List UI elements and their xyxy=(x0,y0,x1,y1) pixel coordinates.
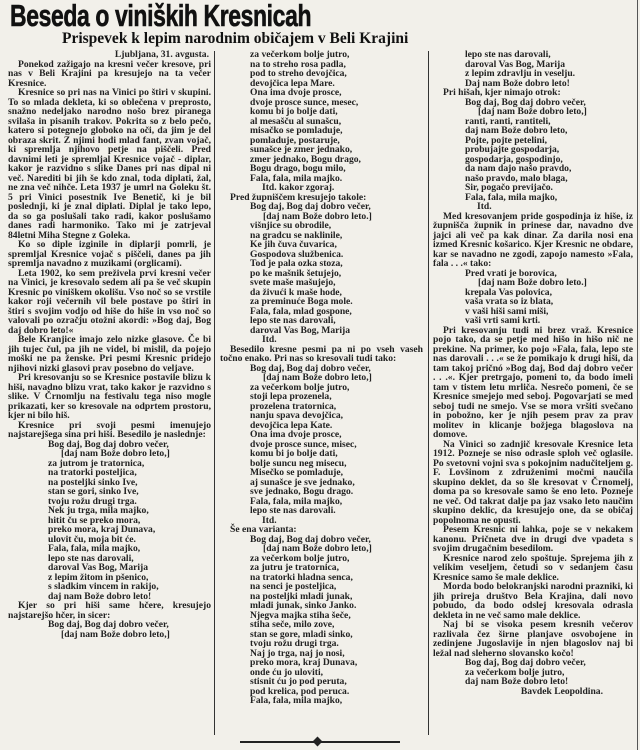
verse-line: na posteljki sinko Ive, xyxy=(48,476,138,488)
verse-line: daroval Vas Bog, Marija xyxy=(465,58,566,70)
verse-line: sunašce je zmer jednako, xyxy=(250,144,353,155)
paragraph: Na Vinici so zadnjič kresovale Kresnice leta 1912. Pozneje se niso odrasle sploh več oglasile. Po svetovni vojni sva s pokojnim nadučiteljem g. F. Lovšinom z združenimi močmi naučila skupino deklet, da so šle kresovat v Črnomelj, doma pa so kresovale samo še eno leto. Pozneje ne več. Od takrat dalje pa jaz vsako leto naučim skupino deklic, da kresujejo one, da se običaj popolnoma ne opusti. xyxy=(433,438,633,526)
verse-line: na tratorki hladna senca, xyxy=(250,571,353,583)
verse-line: krepala Vas polovica, xyxy=(465,286,552,298)
paragraph: Pred župniščem kresujejo takole: xyxy=(230,191,367,203)
verse-line: stan se gore, mladi sinko, xyxy=(250,628,353,640)
verse-line: preko mora, kraj Dunava, xyxy=(250,657,358,668)
paragraph: Pesem Kresnic ni lahka, poje se v nekakem kanonu. Pričneta dve in drugi dve vpadeta s svojim drugačnim besedilom. xyxy=(433,524,633,554)
paragraph: Kresnice so pri nas na Vinici po štiri v skupini. To so mlada dekleta, ki so oblečena v preprosto, snažno nedeljako narodno nošo brez piranega svilaša in pisanih trakov. Pokrita so z belo pečo, katero si potegnejo globoko na oči, da jim je del obraza skrit. Z njimi hodi mlad fant, zvan vojač, ki spremlja njihovo petje na piščeli. Pred davnimi leti je spremljal Kresnice vojač - diplar, kakor je razvidno s slike Danes pri nas dipal ni več. Narediti bi jih še kdo znal, toda diplati, žal, ne zna več nihče. Leta 1937 je umrl na Goleku št. 5 pri Vinici posestnik Ive Benetič, ki je bil poslednji, ki je znal diplati. Diplal je tako lepo, da so ga poslušali tako radi, kakor poslušamo danes radi harmoniko. Tako mi je zatrjeval 84letni Miha Stegne z Goleka. xyxy=(8,87,211,241)
verse-line: z lepim žitom in pšenico, xyxy=(48,571,149,583)
verse-line: Bog daj, Bog daj dobro večer, xyxy=(250,362,371,374)
verse-line: gospodarja, gospodinjo, xyxy=(465,153,563,165)
verse-line: tvoju rožu drugi trga. xyxy=(48,495,137,507)
verse-line: z lepim zdravlju in veselju. xyxy=(465,68,576,79)
paragraph: Morda bodo belokranjski narodni prazniki, ki jih prireja društvo Bela Krajina, dali novo pobudo, da bodo odslej kresovala odrasla dekleta in ne več samo male deklice. xyxy=(433,581,633,621)
verse-line: bolje suncu neg misecu, xyxy=(250,457,347,469)
end-ornament xyxy=(240,741,400,743)
verse xyxy=(433,50,633,88)
verse-line: prozelena tratornica, xyxy=(250,400,337,412)
verse-line: [daj nam Bože dobro leto,] xyxy=(263,372,372,383)
verse-line: nanju spava devojčica, xyxy=(250,410,344,421)
verse xyxy=(433,98,633,212)
verse-line: Fala, fala, mlad gospone, xyxy=(250,305,352,317)
verse-line: aj sunašce je sve jednako, xyxy=(250,476,355,488)
verse-line: za večerkom bolje jutro, xyxy=(465,666,565,678)
verse-line: dvoje prosce sunce, misec, xyxy=(250,438,357,450)
verse-line: po ke mašnik šetujejo, xyxy=(250,267,342,279)
verse xyxy=(220,535,423,706)
verse-line: daroval Vas Bog, Marija xyxy=(250,324,351,336)
verse xyxy=(220,364,423,526)
verse-line: Fala, fala, mila majko, xyxy=(48,543,141,554)
verse-line: za večerkom bolje jutro, xyxy=(250,49,350,60)
verse-line: vaša vrata so iz blata, xyxy=(465,296,554,307)
paragraph: Besedilo kresne pesmi pa ni po vseh vaseh točno enako. Pri nas so kresovali tudi tako: xyxy=(220,343,423,364)
verse-line: sve jednako, Bogu drago. xyxy=(250,486,354,497)
verse-line: [daj nam Bože dobro leto,] xyxy=(263,543,372,554)
verse-line: Bogu drago, bogu milo, xyxy=(250,163,346,174)
verse-line: lepo ste nas darovali, xyxy=(48,552,134,564)
verse-line: pod to streho devojčica, xyxy=(250,68,347,79)
verse-line: tvoju rožu drugi trga. xyxy=(250,638,339,649)
verse-line: višnjice su obrodile, xyxy=(250,220,332,231)
verse-line: Itd. xyxy=(477,201,492,212)
verse-line: Fala, fala, mila majko, xyxy=(250,695,343,706)
verse-line: Ke jih čuva čuvarica, xyxy=(250,239,337,250)
paragraph: Ko so diple izginile in diplarji pomrli, je spremljal Kresnice vojač s piščeli, danes pa jih spremlja navadno z muzikami (orglicami). xyxy=(8,239,211,269)
verse-line: [daj nam Bože dobro leto,] xyxy=(478,106,587,117)
verse xyxy=(433,658,633,687)
paragraph: Pri kresovanju so se Kresnice postavile blizu k hiši, navadno blizu vrat, tako kakor je razvidno s slike. V Črnomlju na festivalu tega niso mogle prikazati, ker so kresovale na odprtem prostoru, kjer ni bilo hiš. xyxy=(8,372,211,421)
verse-line: Bog daj, Bog daj dobro večer, xyxy=(250,533,371,545)
diamond-ornament-icon xyxy=(313,737,323,747)
article-title: Beseda o viniških Kresnicah xyxy=(10,0,312,33)
verse xyxy=(8,440,211,602)
column-rule xyxy=(428,51,429,735)
verse-line: na posteljki mladi junak, xyxy=(250,590,353,602)
verse xyxy=(433,269,633,326)
verse-line: daj nam Bože dobro leto! xyxy=(465,676,569,687)
verse-line: onde ću jo uloviti, xyxy=(250,666,324,678)
verse-line: stan se gori, sinko Ive, xyxy=(48,486,139,497)
verse-line: v vaši hiši sami miši, xyxy=(465,305,549,317)
paragraph: Kresnice narod zelo spoštuje. Sprejema jih z velikim veseljem, četudi so v sedanjem času Kresnice samo še male deklice. xyxy=(433,552,633,583)
verse-line: [daj nam Bože dobro leto.] xyxy=(478,277,587,288)
page-edge-rule xyxy=(637,0,638,750)
verse-line: da nam dajo našo pravdo, xyxy=(465,163,572,174)
verse xyxy=(220,202,423,345)
paragraph: Kjer so pri hiši same hčere, kresujejo najstarejšo hčer, in sicer: xyxy=(8,600,211,621)
verse-line: Sir, pogačo previjačo. xyxy=(465,182,553,193)
verse-line: dvoje prosce sunce, mesec, xyxy=(250,96,359,108)
verse-line: Naj jo trga, naj jo nosi, xyxy=(250,647,345,659)
verse-line: komu bi jo bolje dati, xyxy=(250,448,338,459)
verse-line: lepo ste nas darovali. xyxy=(250,505,336,516)
column-1 xyxy=(8,50,211,639)
verse-line: Fala, fala, mila majko, xyxy=(465,191,558,203)
paragraph: Še ena varianta: xyxy=(230,524,297,535)
verse-line: Bog daj, Bog daj dobro večer, xyxy=(250,201,371,212)
verse-line: mladi junak, sinko Janko. xyxy=(250,600,357,611)
verse-line: Ona ima dvoje prosce, xyxy=(250,87,342,98)
verse xyxy=(8,620,211,639)
verse-line: za večerkom bolje jutro, xyxy=(250,381,350,393)
verse-line: Gospodova službenica. xyxy=(250,248,344,260)
verse-line: daj nam Bože dobro leto, xyxy=(465,125,568,136)
verse-line: našo pravdo, malo blaga, xyxy=(465,172,568,184)
verse-line: za jutrom je tratornica, xyxy=(48,457,145,469)
column-rule xyxy=(214,51,215,735)
verse-line: Bog daj, Bog daj dobro večer, xyxy=(465,657,586,668)
verse-line: pomladuje, postaruje, xyxy=(250,134,340,146)
verse-line: [daj nam Bože dobro leto,] xyxy=(61,628,170,640)
paragraph: Leta 1902, ko sem preživela prvi kresni večer na Vinici, je kresovalo sedem ali pa še več skupin Kresnic po viniškem okolišu. Vso noč so se vrstile kakor roji večernih vil bele postave po štiri in štiri s svojim vodjo od hiše do hiše in vso noč so valovali po ozračju otožni akordi: »Bog daj, Bog daj dobro leto!« xyxy=(8,267,211,336)
verse-line: devojčica lepa Mare. xyxy=(250,77,335,89)
verse-line: hitit ču se preko mora, xyxy=(48,514,141,526)
verse-line: ranti, ranti, rantiteli, xyxy=(465,115,551,127)
dateline: Ljubljana, 31. avgusta. xyxy=(114,49,209,60)
verse-line: al mesašču al sunašcu, xyxy=(250,115,342,127)
verse-line: Fala, fala, mila majko, xyxy=(250,495,343,507)
verse-line: devojčica lepa Kate. xyxy=(250,419,333,431)
verse-line: Misečko se pomladuje, xyxy=(250,467,344,478)
paragraph: Kresnice pri svoji pesmi imenujejo najstarejšega sina pri hiši. Besedilo je naslednje: xyxy=(8,419,211,440)
paragraph: Bele Kranjice imajo zelo nizke glasove. Če bi jih tujec čul, pa jih ne videl, bi mislil, da pojejo moški ne pa ženske. Pri pesmi Kresnic pridejo njihovi nizki glasovi prav posebno do veljave. xyxy=(8,334,211,374)
verse-line: s sladkim vincem in rakijo, xyxy=(48,581,159,592)
verse-line: Njegva majka stiha šeče, xyxy=(250,609,351,621)
verse-line: Ona ima dvoje prosce, xyxy=(250,429,342,440)
paragraph: Ponekod zažigajo na kresni večer kresove, pri nas v Beli Krajini pa kresujejo na ta večer Kresnice. xyxy=(8,58,211,89)
verse-line: Tod je pala ozka stoza, xyxy=(250,258,343,269)
column-3 xyxy=(433,50,633,696)
verse-line: vaši vrti sami krti. xyxy=(465,315,541,326)
verse-line: ulovit ču, moja bit će. xyxy=(48,533,136,545)
verse-line: svete maše mašujejo, xyxy=(250,277,336,288)
author-signature: Bavdek Leopoldina. xyxy=(520,685,603,697)
verse-line: Itd. xyxy=(262,334,277,345)
verse-line: za preminuće Boga mole. xyxy=(250,296,353,307)
verse-line: na tratorki posteljica, xyxy=(48,467,137,478)
verse-line: [daj nam Bože dobro leto.] xyxy=(263,210,372,222)
verse-line: [daj nam Bože dobro leto,] xyxy=(61,448,170,459)
verse-line: Itd. xyxy=(262,514,277,526)
verse-line: pod krelica, pod peruca. xyxy=(250,685,350,697)
verse-line: stiha seče, milo zove, xyxy=(250,619,335,630)
paragraph: Pri hišah, kjer nimajo otrok: xyxy=(443,87,561,98)
verse-line: Pojte, pojte petelini, xyxy=(465,134,548,146)
verse-line: Itd. kakor zgoraj. xyxy=(262,182,335,193)
verse-line: na senci je posteljica, xyxy=(250,581,337,592)
paragraph: Naj bi se visoka pesem kresnih večerov razlivala čez širne planjave osvobojene in zedinjene Jugoslavije in njen blagoslov naj bi ležal nad sleherno slovansko kočo! xyxy=(433,619,633,659)
verse-line: Fala, fala, mila majko. xyxy=(250,172,343,184)
verse-line: na gradcu se naklinile, xyxy=(250,229,343,241)
verse-line: za večerkom bolje jutro, xyxy=(250,552,350,564)
verse-line: stoji lepa prozenela, xyxy=(250,391,332,402)
verse-line: preko mora, kraj Dunava, xyxy=(48,524,156,535)
verse-line: Daj nam Bože dobro leto! xyxy=(465,77,570,89)
column-2 xyxy=(220,50,423,706)
verse-line: Bog daj, Bog daj dobro večer, xyxy=(48,619,169,630)
paragraph: Pri kresovanju tudi ni brez vraž. Kresnice pojo tako, da se petje med hišo in hišo nič ne prekine. Na primer, ko pojo »Fala, fala, lepo ste nas darovali . . .« se že pomikajo k drugi hiši, da tam takoj pričnó »Bog daj, Bod daj dobro večer . . .«. Kjer pretrgajo, pomeni to, da bodo imeli tam v tistem letu mrliča. Nesrečo pomeni, če se Kresnice smejejo med seboj. Pogovarjati se med seboj tudi ne smejo. Vse se mora vršiti svečano in pobožno, ker je njih pesem prav za prav molitev in klicanje božjega blagoslova na domove. xyxy=(433,324,633,440)
verse-line: lepo ste nas darovali, xyxy=(250,315,336,326)
paragraph: Med kresovanjem pride gospodinja iz hiše, iz župnišča župnik in prinese dar, navadno dve jajci ali več pa kak dinar. Za darila nosi ena izmed Kresnic košarico. Kjer Kresnic ne obdare, kar se navadno ne zgodi, zapojo namesto »Fala, fala . . .« tako: xyxy=(433,210,633,269)
article-subtitle: Prispevek k lepim narodnim običajem v Beli Krajini xyxy=(62,30,409,47)
verse-line: zmer jednako, Bogu drago, xyxy=(250,153,361,165)
verse-line: Bog daj, Bog daj dobro večer, xyxy=(465,96,586,108)
verse-line: stisnit ću jo pod peruta, xyxy=(250,676,347,687)
verse-line: daj nam Bože dobro leto! xyxy=(48,590,152,602)
verse-line: Pred vrati je borovica, xyxy=(465,267,557,279)
verse-line: za jutru je tratornica, xyxy=(250,562,339,573)
verse-line: komu bi jo bolje dati, xyxy=(250,106,338,117)
verse-line: Bog daj, Bog daj dobro večer, xyxy=(48,438,169,450)
verse-line: daroval Vas Bog, Marija xyxy=(48,562,149,573)
verse-line: probujajte gospodarja, xyxy=(465,144,560,155)
verse-line: lepo ste nas darovali, xyxy=(465,49,551,60)
verse xyxy=(220,50,423,193)
verse-line: misačko se pomladuje, xyxy=(250,125,343,136)
verse-line: Nek ju trga, mila majko, xyxy=(48,505,149,516)
verse-line: da živući k maše hode, xyxy=(250,286,342,298)
verse-line: na to streho rosa padla, xyxy=(250,58,346,70)
